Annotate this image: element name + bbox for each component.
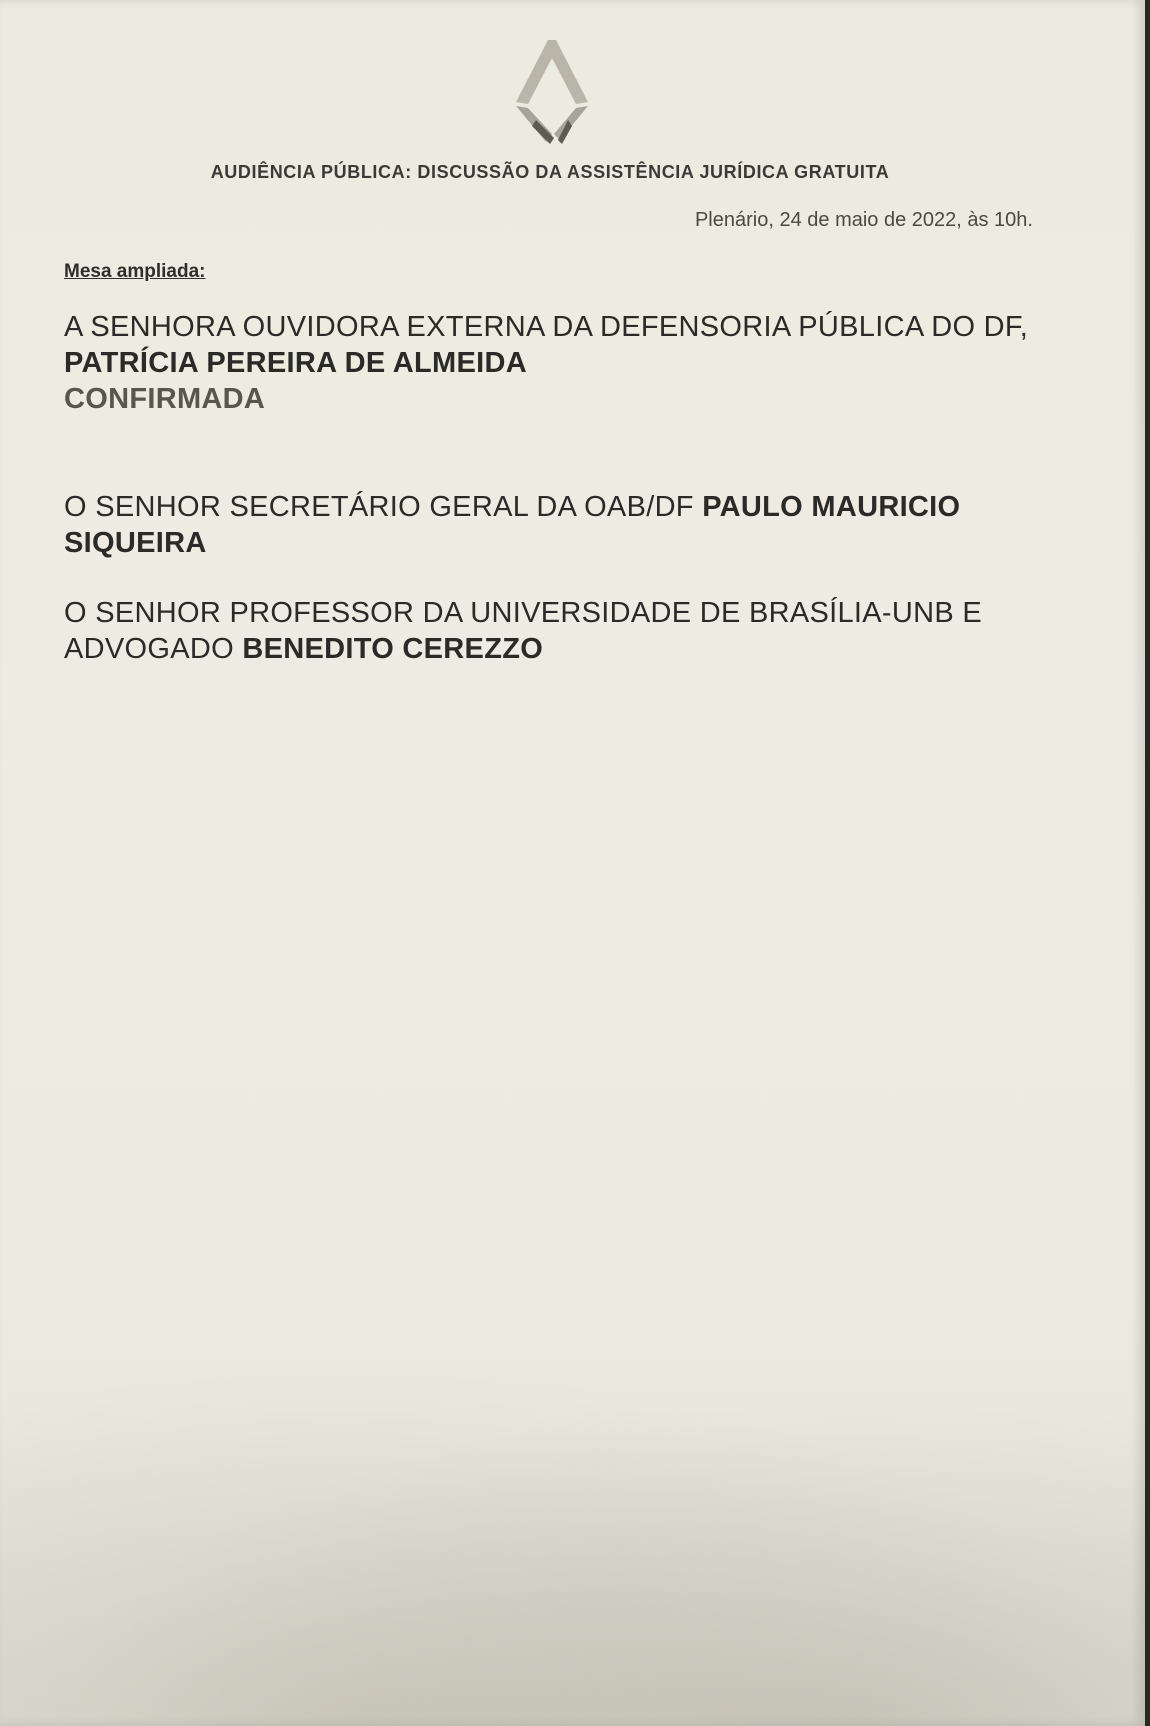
document-title: AUDIÊNCIA PÚBLICA: DISCUSSÃO DA ASSISTÊNCIA JURÍDICA GRATUITA xyxy=(210,162,890,182)
list-item xyxy=(64,309,1054,417)
date-line: Plenário, 24 de maio de 2022, às 10h. xyxy=(694,209,1033,231)
entry-name: BENEDITO CEREZZO xyxy=(242,633,544,665)
entry-role: O SENHOR PROFESSOR DA UNIVERSIDADE DE BRASÍLIA-UNB E ADVOGADO xyxy=(64,597,983,665)
camara-legislativa-logo-icon xyxy=(510,34,594,146)
section-label: Mesa ampliada: xyxy=(64,261,206,282)
entry-role: A SENHORA OUVIDORA EXTERNA DA DEFENSORIA PÚBLICA DO DF, xyxy=(64,311,1029,343)
entry-name: PATRÍCIA PEREIRA DE ALMEIDA xyxy=(64,347,527,379)
list-item xyxy=(64,595,1054,667)
list-item xyxy=(64,489,1054,561)
status-text: CONFIRMADA xyxy=(64,383,266,415)
entry-name: PAULO MAURICIO SIQUEIRA xyxy=(64,491,961,559)
entry-role: O SENHOR SECRETÁRIO GERAL DA OAB/DF xyxy=(64,491,703,523)
